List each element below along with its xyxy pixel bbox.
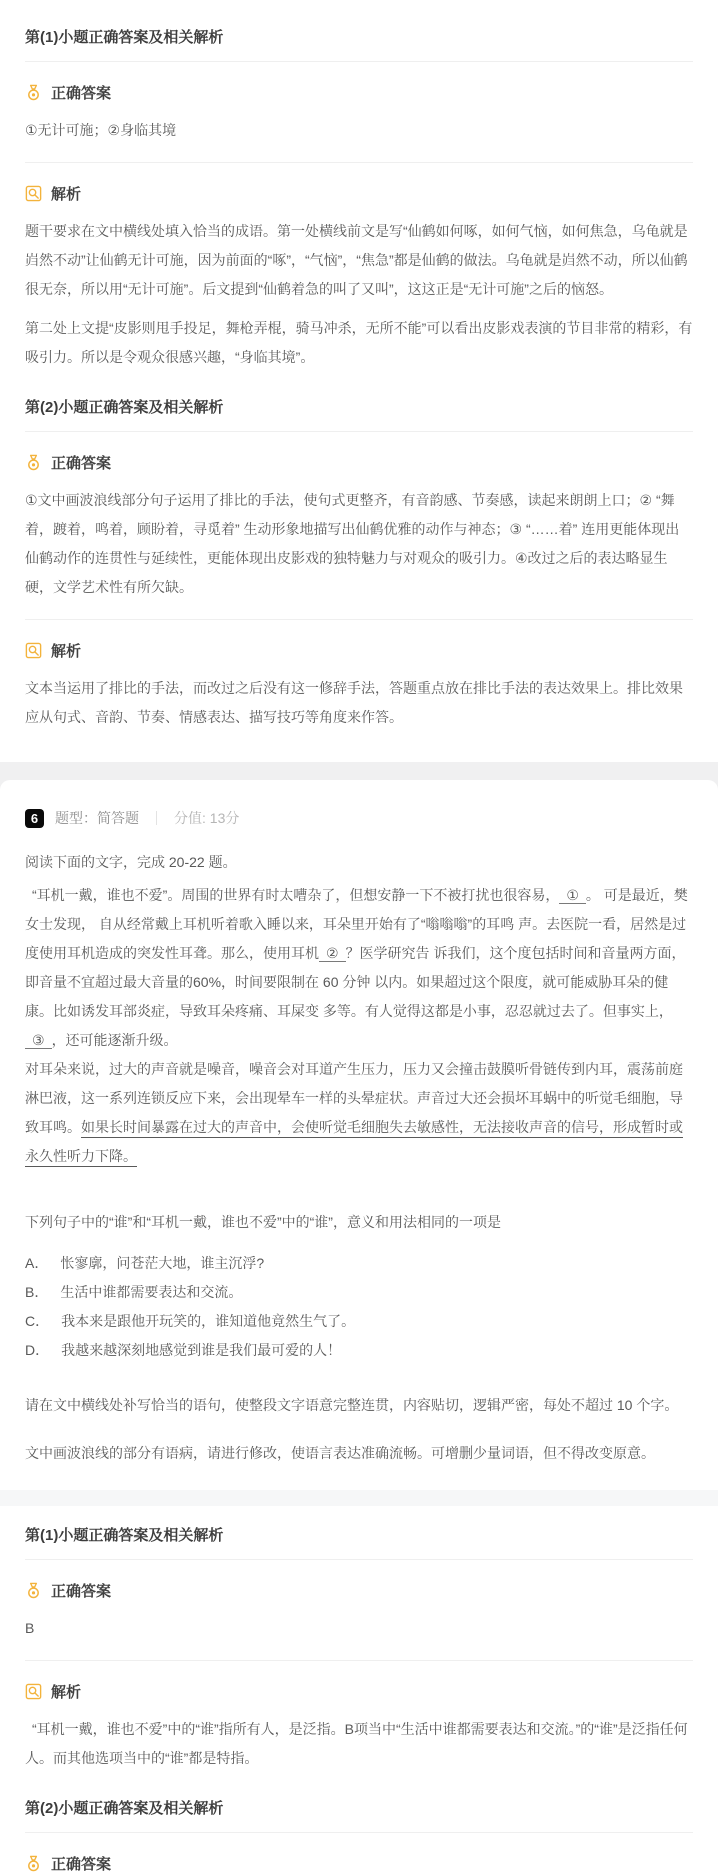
analysis-label: 解析 <box>51 186 82 203</box>
section-separator <box>0 1490 718 1506</box>
question-intro: 阅读下面的文字，完成 20-22 题。 <box>25 854 237 870</box>
sub2-answer-heading: 第(2)小题正确答案及相关解析 <box>25 378 693 432</box>
question-meta-row <box>25 784 693 828</box>
blank-3: ③ <box>25 1032 52 1049</box>
correct-answer-label-row <box>25 1580 693 1601</box>
sub1-answer-heading: 第(1)小题正确答案及相关解析 <box>25 8 693 62</box>
question-6-card <box>0 780 718 1874</box>
option-c <box>25 1307 693 1336</box>
sub2-answer-heading: 第(2)小题正确答案及相关解析 <box>25 1779 693 1833</box>
magnifier-doc-icon <box>25 1683 42 1700</box>
passage-text: 。 可是最近，樊女士发现， 自从经常戴上耳机听着歌入睡以来，耳朵里开始有了“嗡嗡嗡”的耳鸣 声。去医院一看，居然是过度使用耳机造成的突发性耳聋。那么，使用耳机 <box>25 887 688 961</box>
option-text: 我本来是跟他开玩笑的，谁知道他竟然生气了。 <box>61 1313 356 1329</box>
analysis-label: 解析 <box>51 643 82 660</box>
magnifier-doc-icon <box>25 642 42 659</box>
option-a <box>25 1249 693 1278</box>
magnifier-doc-icon <box>25 185 42 202</box>
correct-answer-label: 正确答案 <box>51 455 112 472</box>
question-score-label: 分值: 13分 <box>174 810 240 826</box>
question-6-answers <box>0 1506 718 1874</box>
sub-question-3-stem: 文中画波浪线的部分有语病，请进行修改，使语言表达准确流畅。可增删少量词语，但不得改变原意。 <box>25 1445 655 1461</box>
correct-answer-label: 正确答案 <box>51 85 112 102</box>
analysis-label-row <box>25 640 693 661</box>
sub2-answer-text: ①文中画波浪线部分句子运用了排比的手法，使句式更整齐，有音韵感、节奏感，读起来朗朗上口；② “舞着，踱着，鸣着，顾盼着，寻觅着” 生动形象地描写出仙鹤优雅的动作与神态；③ “……着” 连用更能体现出仙鹤动作的连贯性与延续性，更能体现出皮影戏的独特魅力与对观众的吸引力。④改过之后的表达略显生硬，文学艺术性有所欠缺。 <box>25 492 680 595</box>
correct-answer-label: 正确答案 <box>51 1583 112 1600</box>
correct-answer-label-row <box>25 1853 693 1874</box>
option-letter: B． <box>25 1284 49 1300</box>
passage-text: 对耳朵来说，过大的声音就是噪音，噪音会对耳道产生压力，压力又会撞击鼓膜听骨链传到内耳，震荡前庭淋巴液，这一系列连锁反应下来，会出现晕车一样的头晕症状。声音过大还会损坏耳蜗中的听觉毛细胞，导致耳鸣。 <box>25 1061 683 1135</box>
sub-question-2-stem: 请在文中横线处补写恰当的语句，使整段文字语意完整连贯，内容贴切，逻辑严密，每处不超过 10 个字。 <box>25 1397 679 1413</box>
sub1-analysis-paragraph: 第二处上文提“皮影则甩手投足，舞枪弄棍，骑马冲杀，无所不能”可以看出皮影戏表演的节目非常的精彩，有吸引力。所以是令观众很感兴趣，“身临其境”。 <box>25 320 693 365</box>
sub1-analysis-paragraph: 题干要求在文中横线处填入恰当的成语。第一处横线前文是写“仙鹤如何啄，如何气恼，如何焦急，乌龟就是岿然不动”让仙鹤无计可施，因为前面的“啄”，“气恼”，“焦急”都是仙鹤的做法。乌龟就是岿然不动，所以仙鹤很无奈，所以用“无计可施”。后文提到“仙鹤着急的叫了又叫”，这这正是“无计可施”之后的恼怒。 <box>25 223 688 297</box>
sub1-answer-text: ①无计可施；②身临其境 <box>25 122 177 138</box>
correct-answer-label-row <box>25 452 693 473</box>
previous-question-answer-card <box>0 0 718 762</box>
analysis-label-row <box>25 1681 693 1702</box>
option-list <box>25 1249 693 1365</box>
option-letter: C． <box>25 1313 50 1329</box>
analysis-label-row <box>25 183 693 204</box>
sub2-analysis-paragraph: 文本当运用了排比的手法，而改过之后没有这一修辞手法，答题重点放在排比手法的表达效果上。排比效果应从句式、音韵、节奏、情感表达、描写技巧等角度来作答。 <box>25 680 683 725</box>
option-letter: A． <box>25 1255 49 1271</box>
blank-2: ② <box>319 945 346 962</box>
divider <box>25 1660 693 1661</box>
medal-icon <box>25 454 42 471</box>
option-text: 我越来越深刻地感觉到谁是我们最可爱的人！ <box>61 1342 342 1358</box>
correct-answer-label-row <box>25 82 693 103</box>
medal-icon <box>25 1855 42 1872</box>
passage-text: ？医学研究告 诉我们，这个度包括时间和音量两方面，即音量不宜超过最大音量的60%，时间要限制在 60 分钟 以内。如果超过这个限度，就可能威胁耳朵的健康。比如诱发耳部炎症，导致耳朵疼痛、耳屎变 多等。有人觉得这都是小事，忍忍就过去了。但事实上， <box>25 945 686 1019</box>
passage-paragraph-1 <box>25 881 693 1055</box>
sub1-answer-text: B <box>25 1620 35 1636</box>
medal-icon <box>25 1582 42 1599</box>
option-b <box>25 1278 693 1307</box>
option-d <box>25 1336 693 1365</box>
question-type-label: 题型：简答题 <box>55 810 139 826</box>
divider <box>25 162 693 163</box>
question-number-badge: 6 <box>25 809 44 828</box>
option-text: 怅寥廓，问苍茫大地，谁主沉浮? <box>60 1255 265 1271</box>
passage-text: “耳机一戴，谁也不爱”。周围的世界有时太嘈杂了，但想安静一下不被打扰也很容易， <box>32 887 560 903</box>
passage-paragraph-2 <box>25 1055 693 1171</box>
sub-question-1-stem: 下列句子中的“谁”和“耳机一戴，谁也不爱”中的“谁”，意义和用法相同的一项是 <box>25 1214 501 1230</box>
analysis-label: 解析 <box>51 1684 82 1701</box>
sub1-analysis-paragraph: “耳机一戴，谁也不爱”中的“谁”指所有人，是泛指。B项当中“生活中谁都需要表达和交流。”的“谁”是泛指任何人。而其他选项当中的“谁”都是特指。 <box>25 1721 688 1766</box>
divider <box>25 619 693 620</box>
vertical-divider <box>156 811 157 825</box>
correct-answer-label: 正确答案 <box>51 1856 112 1873</box>
sub1-answer-heading: 第(1)小题正确答案及相关解析 <box>25 1506 693 1560</box>
option-letter: D． <box>25 1342 50 1358</box>
passage-text: ，还可能逐渐升级。 <box>51 1032 178 1048</box>
reading-passage <box>25 881 693 1171</box>
medal-icon <box>25 84 42 101</box>
blank-1: ① <box>559 887 586 904</box>
option-text: 生活中谁都需要表达和交流。 <box>60 1284 243 1300</box>
underlined-sentence: 如果长时间暴露在过大的声音中，会使听觉毛细胞失去敏感性，无法接收声音的信号，形成暂时或永久性听力下降。 <box>25 1119 683 1164</box>
